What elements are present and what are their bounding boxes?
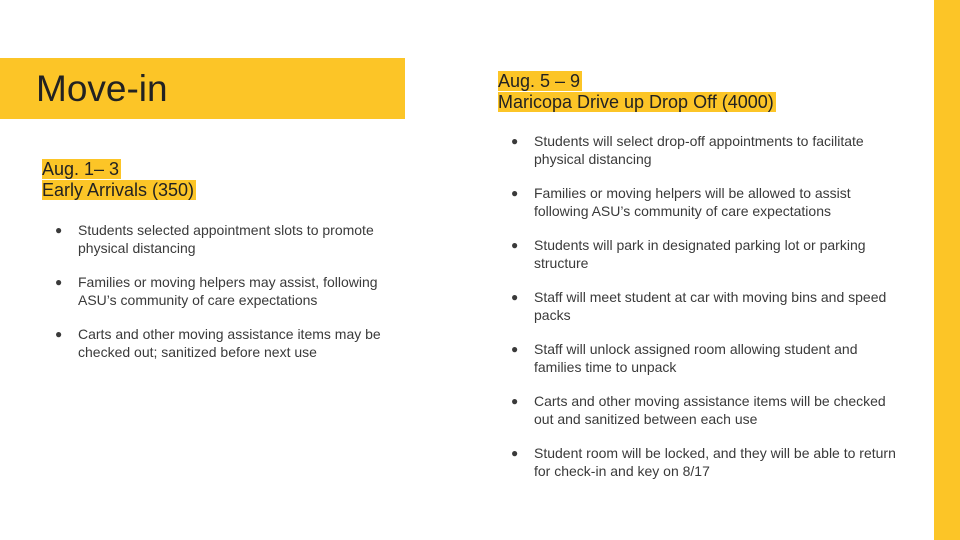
bullet-icon: ● bbox=[511, 134, 519, 148]
list-item bbox=[52, 273, 412, 309]
drop-off-label: Maricopa Drive up Drop Off (4000) bbox=[498, 92, 774, 112]
list-item-text: Students will park in designated parking lot or parking structure bbox=[534, 237, 866, 271]
bullet-icon: ● bbox=[511, 394, 519, 408]
list-item bbox=[508, 340, 898, 376]
list-item-text: Carts and other moving assistance items may be checked out; sanitized before next use bbox=[78, 326, 381, 360]
drop-off-dates: Aug. 5 – 9 bbox=[498, 71, 581, 91]
list-item bbox=[508, 444, 898, 480]
bullet-icon: ● bbox=[511, 342, 519, 356]
drop-off-heading bbox=[498, 71, 776, 113]
list-item-text: Families or moving helpers may assist, following ASU’s community of care expectations bbox=[78, 274, 378, 308]
list-item-text: Students will select drop-off appointments to facilitate physical distancing bbox=[534, 133, 864, 167]
slide-title: Move-in bbox=[36, 68, 168, 109]
list-item-text: Students selected appointment slots to promote physical distancing bbox=[78, 222, 374, 256]
list-item-text: Staff will meet student at car with moving bins and speed packs bbox=[534, 289, 887, 323]
bullet-icon: ● bbox=[55, 223, 63, 237]
bullet-icon: ● bbox=[55, 327, 63, 341]
list-item bbox=[508, 392, 898, 428]
drop-off-list bbox=[508, 132, 898, 496]
list-item bbox=[508, 236, 898, 272]
list-item-text: Carts and other moving assistance items will be checked out and sanitized between each use bbox=[534, 393, 886, 427]
early-arrivals-list bbox=[52, 221, 412, 377]
bullet-icon: ● bbox=[511, 186, 519, 200]
list-item bbox=[508, 184, 898, 220]
list-item-text: Staff will unlock assigned room allowing student and families time to unpack bbox=[534, 341, 858, 375]
bullet-icon: ● bbox=[511, 238, 519, 252]
list-item bbox=[52, 325, 412, 361]
list-item-text: Families or moving helpers will be allowed to assist following ASU’s community of care expectations bbox=[534, 185, 851, 219]
list-item bbox=[508, 288, 898, 324]
list-item bbox=[52, 221, 412, 257]
bullet-icon: ● bbox=[511, 446, 519, 460]
bullet-icon: ● bbox=[55, 275, 63, 289]
early-arrivals-dates: Aug. 1– 3 bbox=[42, 159, 120, 179]
bullet-icon: ● bbox=[511, 290, 519, 304]
early-arrivals-heading bbox=[42, 159, 196, 201]
list-item-text: Student room will be locked, and they will be able to return for check-in and key on 8/17 bbox=[534, 445, 896, 479]
list-item bbox=[508, 132, 898, 168]
accent-side-bar bbox=[934, 0, 960, 540]
early-arrivals-label: Early Arrivals (350) bbox=[42, 180, 195, 200]
